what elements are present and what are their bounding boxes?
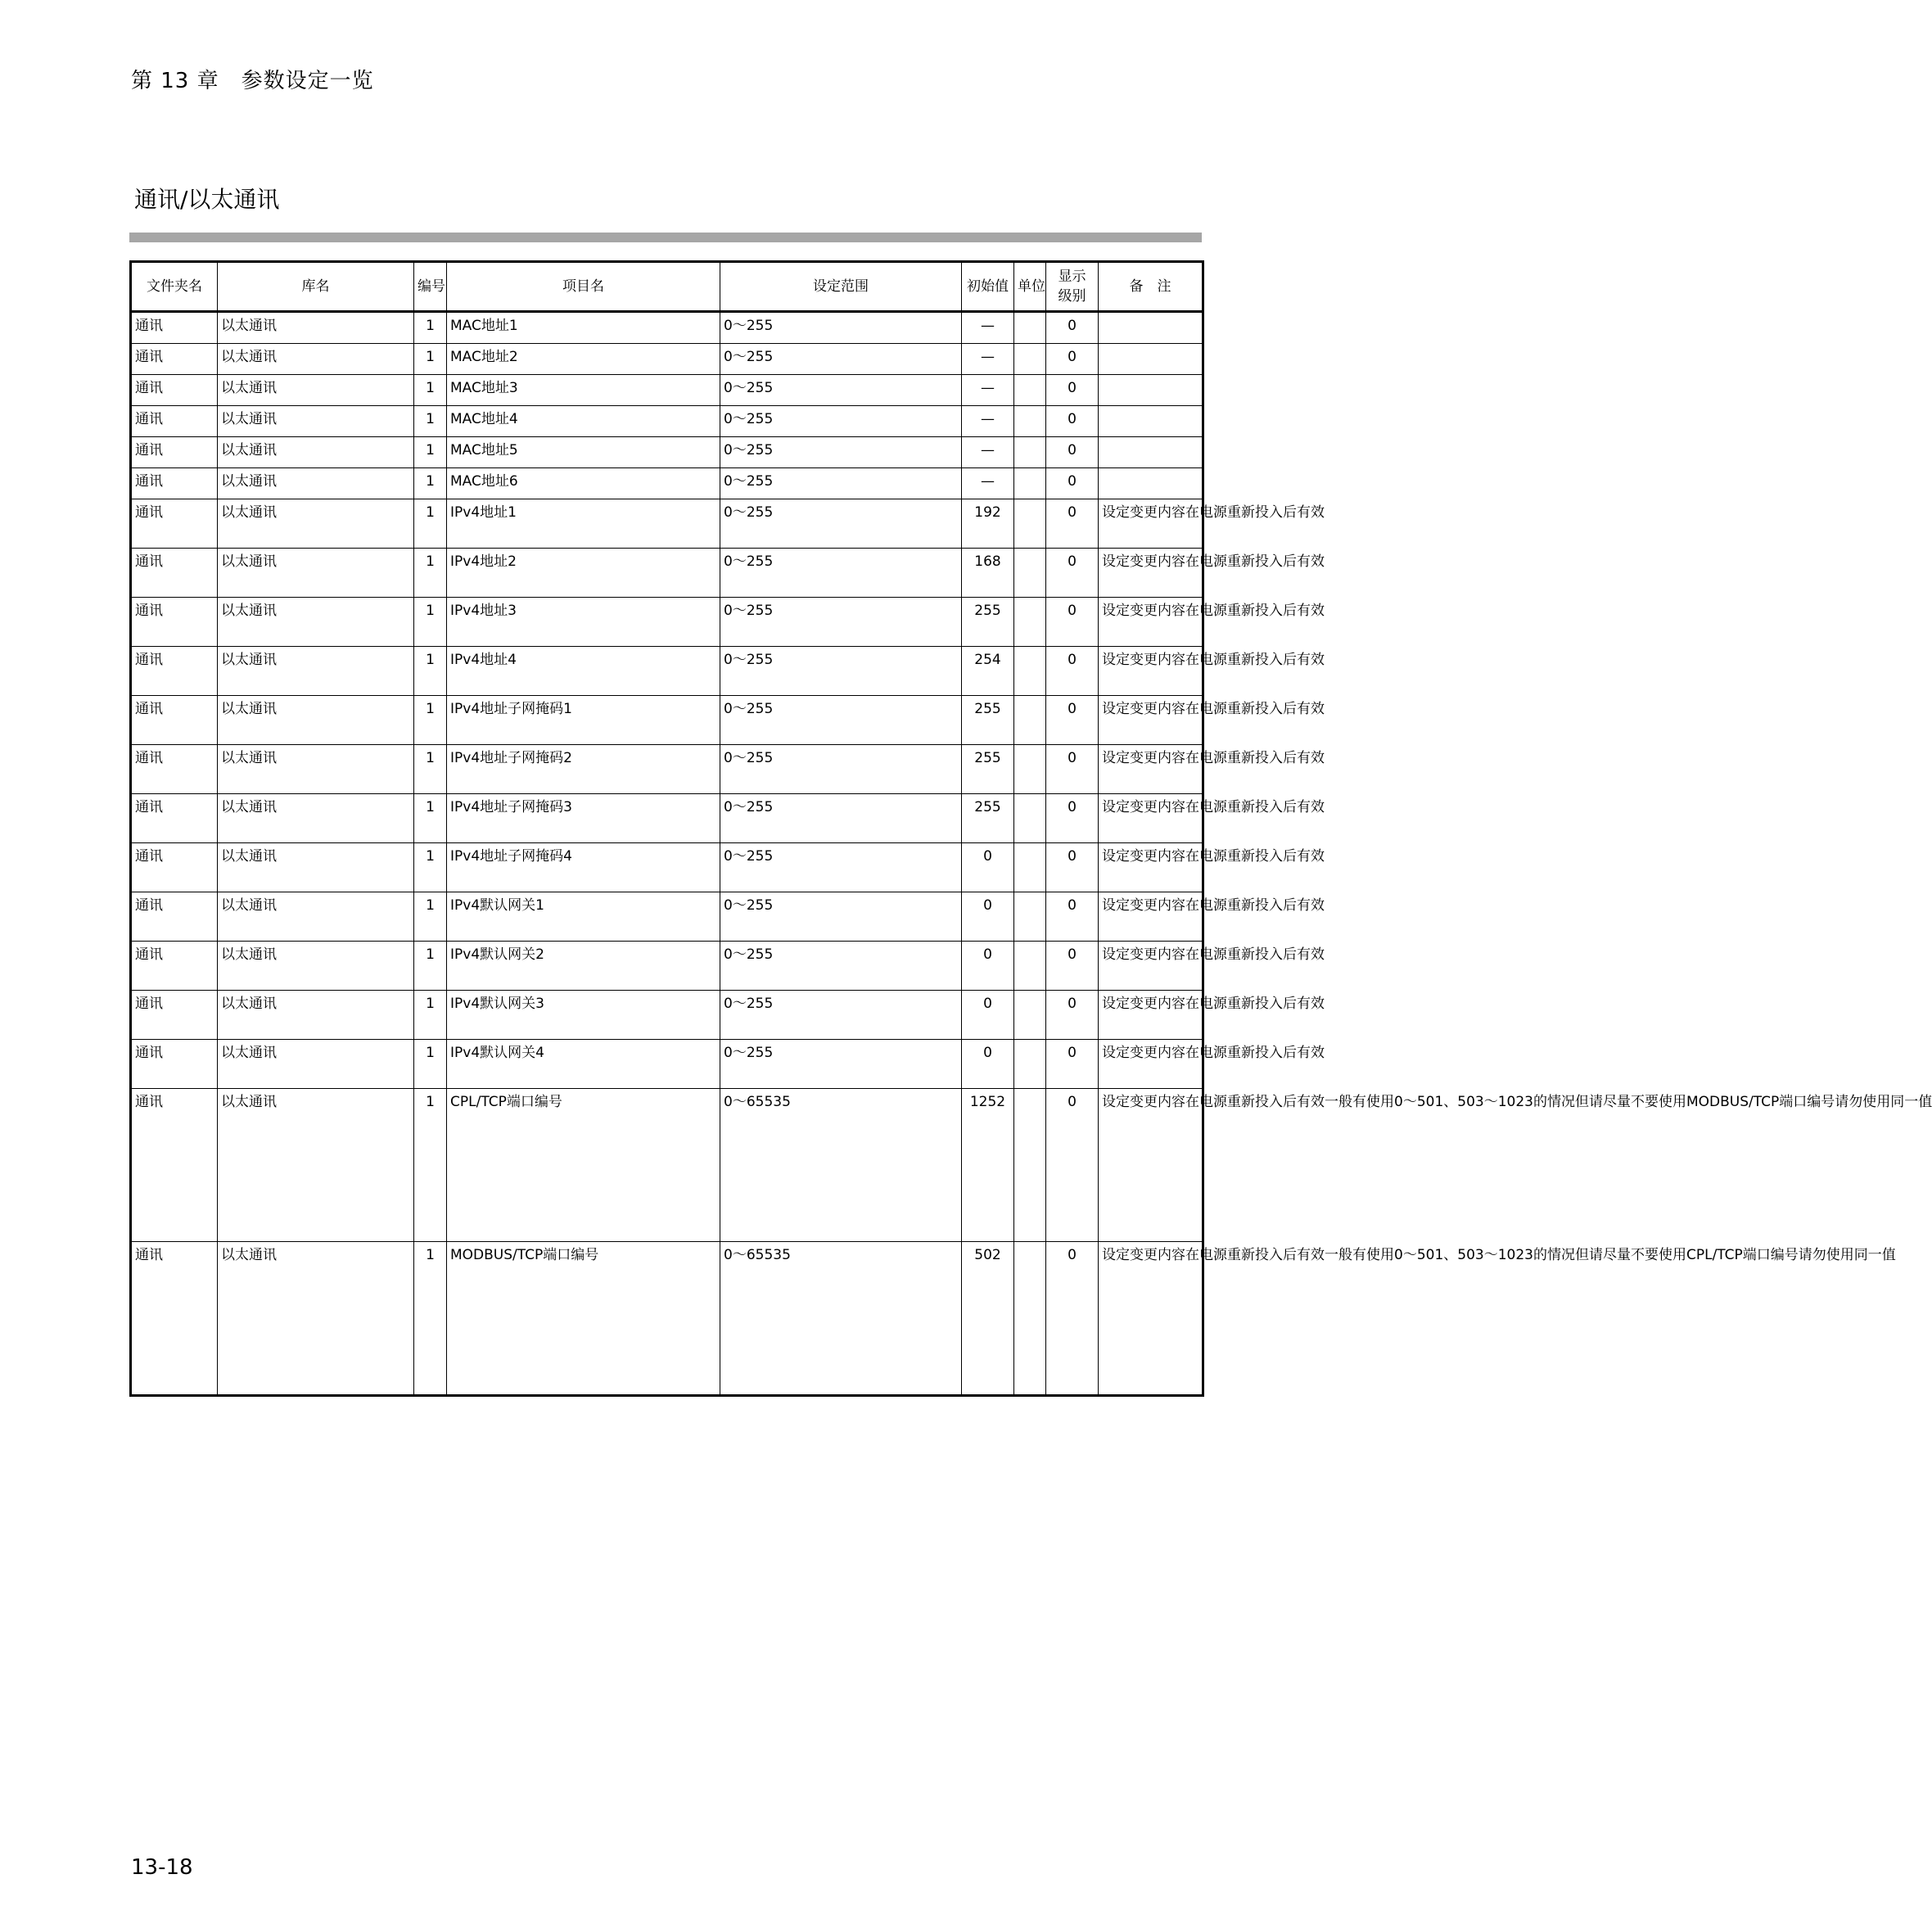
cell-range: 0～255 <box>720 549 962 598</box>
cell-range: 0～255 <box>720 499 962 549</box>
cell-unit <box>1014 991 1046 1040</box>
cell-remark: 设定变更内容在电源重新投入后有效 <box>1099 843 1203 892</box>
cell-range: 0～255 <box>720 892 962 942</box>
cell-unit <box>1014 647 1046 696</box>
cell-level: 0 <box>1046 647 1099 696</box>
table-row <box>131 696 1203 745</box>
cell-library: 以太通讯 <box>218 942 414 991</box>
cell-initial: 1252 <box>962 1089 1014 1242</box>
cell-unit <box>1014 598 1046 647</box>
cell-level: 0 <box>1046 312 1099 344</box>
cell-library: 以太通讯 <box>218 892 414 942</box>
cell-range: 0～255 <box>720 312 962 344</box>
header-range: 设定范围 <box>720 262 962 312</box>
cell-remark: 设定变更内容在电源重新投入后有效 <box>1099 549 1203 598</box>
chapter-heading: 第 13 章 参数设定一览 <box>131 69 374 93</box>
cell-range: 0～255 <box>720 375 962 406</box>
cell-remark: 设定变更内容在电源重新投入后有效 <box>1099 647 1203 696</box>
cell-unit <box>1014 468 1046 499</box>
table-row <box>131 1040 1203 1089</box>
cell-library: 以太通讯 <box>218 468 414 499</box>
cell-library: 以太通讯 <box>218 406 414 437</box>
cell-number: 1 <box>414 344 447 375</box>
cell-library: 以太通讯 <box>218 794 414 843</box>
cell-range: 0～255 <box>720 406 962 437</box>
cell-number: 1 <box>414 843 447 892</box>
cell-range: 0～255 <box>720 598 962 647</box>
cell-remark <box>1099 437 1203 468</box>
table-row <box>131 344 1203 375</box>
cell-library: 以太通讯 <box>218 696 414 745</box>
cell-folder: 通讯 <box>131 375 218 406</box>
table-body <box>131 312 1932 1396</box>
cell-library: 以太通讯 <box>218 437 414 468</box>
cell-number: 1 <box>414 1089 447 1242</box>
cell-level: 0 <box>1046 794 1099 843</box>
cell-library: 以太通讯 <box>218 647 414 696</box>
cell-level: 0 <box>1046 468 1099 499</box>
cell-item: MAC地址1 <box>447 312 720 344</box>
cell-library: 以太通讯 <box>218 843 414 892</box>
cell-range: 0～255 <box>720 468 962 499</box>
cell-level: 0 <box>1046 549 1099 598</box>
cell-library: 以太通讯 <box>218 499 414 549</box>
cell-initial: 0 <box>962 1040 1014 1089</box>
cell-level: 0 <box>1046 344 1099 375</box>
cell-level: 0 <box>1046 1040 1099 1089</box>
cell-level: 0 <box>1046 991 1099 1040</box>
cell-number: 1 <box>414 1242 447 1396</box>
header-library: 库名 <box>218 262 414 312</box>
cell-item: IPv4地址4 <box>447 647 720 696</box>
cell-initial: — <box>962 344 1014 375</box>
cell-item: IPv4地址3 <box>447 598 720 647</box>
cell-folder: 通讯 <box>131 745 218 794</box>
cell-library: 以太通讯 <box>218 1040 414 1089</box>
cell-initial: 255 <box>962 696 1014 745</box>
cell-folder: 通讯 <box>131 1040 218 1089</box>
header-level-line1: 显示 <box>1058 269 1086 285</box>
cell-remark <box>1099 344 1203 375</box>
cell-item: IPv4地址2 <box>447 549 720 598</box>
cell-range: 0～255 <box>720 647 962 696</box>
cell-initial: 502 <box>962 1242 1014 1396</box>
table-row <box>131 375 1203 406</box>
cell-level: 0 <box>1046 843 1099 892</box>
cell-folder: 通讯 <box>131 1089 218 1242</box>
cell-folder: 通讯 <box>131 843 218 892</box>
cell-number: 1 <box>414 375 447 406</box>
cell-item: IPv4默认网关3 <box>447 991 720 1040</box>
table-row <box>131 942 1203 991</box>
cell-library: 以太通讯 <box>218 991 414 1040</box>
cell-number: 1 <box>414 598 447 647</box>
cell-initial: — <box>962 312 1014 344</box>
cell-level: 0 <box>1046 942 1099 991</box>
cell-unit <box>1014 942 1046 991</box>
cell-initial: 192 <box>962 499 1014 549</box>
section-divider <box>129 233 1202 242</box>
cell-item: IPv4地址子网掩码2 <box>447 745 720 794</box>
cell-remark: 设定变更内容在电源重新投入后有效 <box>1099 942 1203 991</box>
cell-initial: — <box>962 375 1014 406</box>
cell-folder: 通讯 <box>131 549 218 598</box>
cell-unit <box>1014 1242 1046 1396</box>
cell-range: 0～255 <box>720 696 962 745</box>
cell-folder: 通讯 <box>131 942 218 991</box>
cell-library: 以太通讯 <box>218 745 414 794</box>
cell-number: 1 <box>414 499 447 549</box>
header-level <box>1046 262 1099 312</box>
cell-number: 1 <box>414 892 447 942</box>
cell-folder: 通讯 <box>131 892 218 942</box>
cell-initial: 255 <box>962 598 1014 647</box>
cell-item: MAC地址3 <box>447 375 720 406</box>
cell-item: IPv4默认网关4 <box>447 1040 720 1089</box>
cell-unit <box>1014 375 1046 406</box>
header-folder: 文件夹名 <box>131 262 218 312</box>
cell-library: 以太通讯 <box>218 549 414 598</box>
cell-folder: 通讯 <box>131 598 218 647</box>
cell-unit <box>1014 794 1046 843</box>
cell-remark: 设定变更内容在电源重新投入后有效一般有使用0～501、503～1023的情况但请尽量不要使用MODBUS/TCP端口编号请勿使用同一值 <box>1099 1089 1203 1242</box>
cell-range: 0～255 <box>720 843 962 892</box>
cell-initial: — <box>962 406 1014 437</box>
cell-remark: 设定变更内容在电源重新投入后有效 <box>1099 598 1203 647</box>
cell-folder: 通讯 <box>131 794 218 843</box>
cell-item: MAC地址6 <box>447 468 720 499</box>
cell-number: 1 <box>414 942 447 991</box>
cell-folder: 通讯 <box>131 437 218 468</box>
cell-item: IPv4默认网关1 <box>447 892 720 942</box>
table-row <box>131 745 1203 794</box>
cell-unit <box>1014 406 1046 437</box>
cell-initial: 255 <box>962 745 1014 794</box>
cell-unit <box>1014 696 1046 745</box>
cell-range: 0～65535 <box>720 1089 962 1242</box>
cell-library: 以太通讯 <box>218 344 414 375</box>
cell-unit <box>1014 312 1046 344</box>
cell-range: 0～255 <box>720 437 962 468</box>
cell-initial: 0 <box>962 843 1014 892</box>
table-row <box>131 468 1203 499</box>
cell-initial: 255 <box>962 794 1014 843</box>
cell-item: MAC地址5 <box>447 437 720 468</box>
cell-item: MAC地址4 <box>447 406 720 437</box>
cell-initial: — <box>962 437 1014 468</box>
cell-folder: 通讯 <box>131 468 218 499</box>
cell-remark <box>1099 312 1203 344</box>
header-item: 项目名 <box>447 262 720 312</box>
cell-level: 0 <box>1046 437 1099 468</box>
cell-initial: — <box>962 468 1014 499</box>
cell-remark: 设定变更内容在电源重新投入后有效 <box>1099 499 1203 549</box>
cell-library: 以太通讯 <box>218 375 414 406</box>
cell-unit <box>1014 549 1046 598</box>
cell-library: 以太通讯 <box>218 1089 414 1242</box>
cell-number: 1 <box>414 468 447 499</box>
cell-unit <box>1014 745 1046 794</box>
table-row <box>131 991 1203 1040</box>
cell-unit <box>1014 1089 1046 1242</box>
cell-folder: 通讯 <box>131 1242 218 1396</box>
header-remark: 备 注 <box>1099 262 1203 312</box>
cell-unit <box>1014 892 1046 942</box>
cell-number: 1 <box>414 696 447 745</box>
header-level-line2: 级别 <box>1058 288 1086 305</box>
table-row <box>131 892 1203 942</box>
cell-folder: 通讯 <box>131 696 218 745</box>
cell-level: 0 <box>1046 696 1099 745</box>
cell-library: 以太通讯 <box>218 312 414 344</box>
cell-level: 0 <box>1046 375 1099 406</box>
cell-unit <box>1014 1040 1046 1089</box>
cell-number: 1 <box>414 312 447 344</box>
section-title: 通讯/以太通讯 <box>134 186 280 213</box>
cell-remark: 设定变更内容在电源重新投入后有效 <box>1099 794 1203 843</box>
cell-remark <box>1099 375 1203 406</box>
table-row <box>131 1089 1203 1242</box>
cell-folder: 通讯 <box>131 312 218 344</box>
cell-folder: 通讯 <box>131 344 218 375</box>
table-row <box>131 499 1203 549</box>
cell-unit <box>1014 843 1046 892</box>
cell-number: 1 <box>414 549 447 598</box>
cell-item: MODBUS/TCP端口编号 <box>447 1242 720 1396</box>
cell-range: 0～255 <box>720 1040 962 1089</box>
cell-number: 1 <box>414 406 447 437</box>
table-row <box>131 1242 1203 1396</box>
header-number: 编号 <box>414 262 447 312</box>
cell-number: 1 <box>414 437 447 468</box>
cell-item: CPL/TCP端口编号 <box>447 1089 720 1242</box>
cell-remark: 设定变更内容在电源重新投入后有效 <box>1099 745 1203 794</box>
cell-remark <box>1099 468 1203 499</box>
cell-folder: 通讯 <box>131 499 218 549</box>
table-header-row <box>131 262 1203 312</box>
cell-remark: 设定变更内容在电源重新投入后有效 <box>1099 696 1203 745</box>
cell-initial: 0 <box>962 942 1014 991</box>
cell-level: 0 <box>1046 406 1099 437</box>
cell-library: 以太通讯 <box>218 1242 414 1396</box>
cell-unit <box>1014 437 1046 468</box>
parameter-table <box>129 260 1932 1397</box>
cell-number: 1 <box>414 991 447 1040</box>
cell-item: IPv4默认网关2 <box>447 942 720 991</box>
cell-remark: 设定变更内容在电源重新投入后有效一般有使用0～501、503～1023的情况但请尽量不要使用CPL/TCP端口编号请勿使用同一值 <box>1099 1242 1203 1396</box>
cell-remark: 设定变更内容在电源重新投入后有效 <box>1099 991 1203 1040</box>
cell-item: IPv4地址1 <box>447 499 720 549</box>
cell-level: 0 <box>1046 1089 1099 1242</box>
table-row <box>131 406 1203 437</box>
cell-level: 0 <box>1046 499 1099 549</box>
cell-unit <box>1014 344 1046 375</box>
cell-unit <box>1014 499 1046 549</box>
cell-initial: 254 <box>962 647 1014 696</box>
cell-number: 1 <box>414 647 447 696</box>
cell-remark <box>1099 406 1203 437</box>
cell-level: 0 <box>1046 745 1099 794</box>
cell-item: MAC地址2 <box>447 344 720 375</box>
cell-range: 0～255 <box>720 745 962 794</box>
cell-item: IPv4地址子网掩码1 <box>447 696 720 745</box>
cell-remark: 设定变更内容在电源重新投入后有效 <box>1099 892 1203 942</box>
cell-folder: 通讯 <box>131 991 218 1040</box>
cell-range: 0～255 <box>720 991 962 1040</box>
cell-remark: 设定变更内容在电源重新投入后有效 <box>1099 1040 1203 1089</box>
cell-range: 0～255 <box>720 942 962 991</box>
table-row <box>131 437 1203 468</box>
cell-initial: 0 <box>962 991 1014 1040</box>
page-number: 13-18 <box>131 1855 193 1880</box>
cell-level: 0 <box>1046 892 1099 942</box>
cell-number: 1 <box>414 745 447 794</box>
cell-item: IPv4地址子网掩码4 <box>447 843 720 892</box>
cell-number: 1 <box>414 1040 447 1089</box>
table-row <box>131 312 1203 344</box>
cell-item: IPv4地址子网掩码3 <box>447 794 720 843</box>
table-row <box>131 647 1203 696</box>
cell-range: 0～65535 <box>720 1242 962 1396</box>
cell-folder: 通讯 <box>131 406 218 437</box>
header-initial: 初始值 <box>962 262 1014 312</box>
cell-level: 0 <box>1046 598 1099 647</box>
table-row <box>131 549 1203 598</box>
table-row <box>131 598 1203 647</box>
cell-number: 1 <box>414 794 447 843</box>
cell-initial: 168 <box>962 549 1014 598</box>
cell-library: 以太通讯 <box>218 598 414 647</box>
cell-range: 0～255 <box>720 344 962 375</box>
table-row <box>131 843 1203 892</box>
cell-initial: 0 <box>962 892 1014 942</box>
cell-folder: 通讯 <box>131 647 218 696</box>
cell-range: 0～255 <box>720 794 962 843</box>
table-row <box>131 794 1203 843</box>
cell-level: 0 <box>1046 1242 1099 1396</box>
header-unit: 单位 <box>1014 262 1046 312</box>
